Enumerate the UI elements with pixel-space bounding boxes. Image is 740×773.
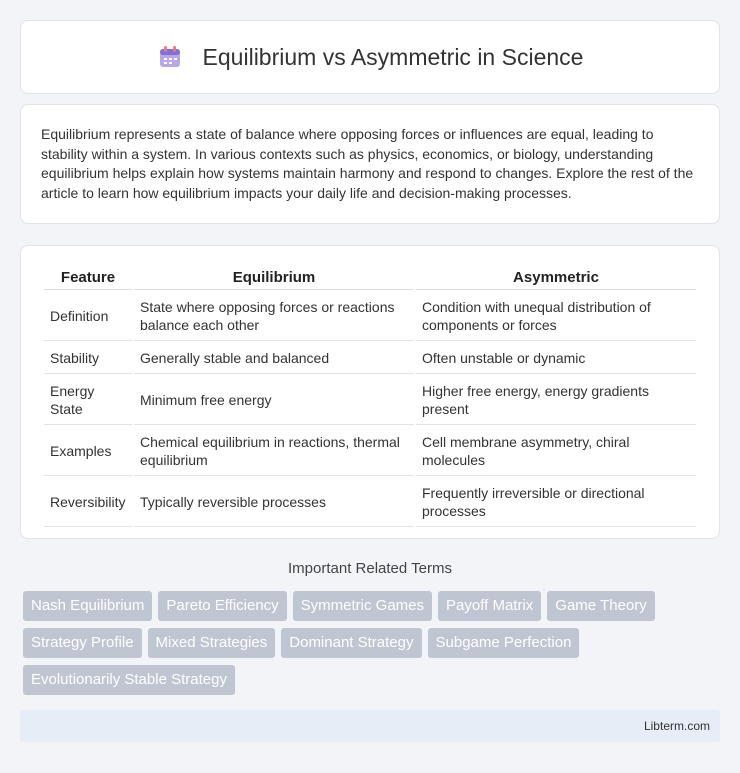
table-cell-feature: Examples [44, 427, 132, 476]
table-row [44, 376, 696, 425]
table-cell-equilibrium: Generally stable and balanced [134, 343, 414, 374]
related-term-tag[interactable]: Nash Equilibrium [23, 591, 152, 621]
table-cell-asymmetric: Higher free energy, energy gradients present [416, 376, 696, 425]
table-row [44, 427, 696, 476]
table-cell-equilibrium: Chemical equilibrium in reactions, thermal equilibrium [134, 427, 414, 476]
intro-text: Equilibrium represents a state of balance where opposing forces or influences are equal, leading to stability within a system. In various contexts such as physics, economics, or biology, understanding equilibrium helps explain how systems maintain harmony and respond to changes. Explore the rest of the article to learn how equilibrium impacts your daily life and decision-making processes. [41, 126, 694, 201]
footer-site-link[interactable]: Libterm.com [643, 719, 710, 733]
table-cell-feature: Energy State [44, 376, 132, 425]
column-header-asymmetric: Asymmetric [416, 266, 696, 290]
table-cell-feature: Stability [44, 343, 132, 374]
comparison-table-card [20, 245, 720, 539]
calendar-icon [157, 44, 183, 70]
header-card [20, 20, 720, 94]
table-header-row [44, 266, 696, 290]
related-term-tag[interactable]: Pareto Efficiency [158, 591, 286, 621]
table-cell-asymmetric: Condition with unequal distribution of components or forces [416, 292, 696, 341]
table-cell-asymmetric: Frequently irreversible or directional processes [416, 478, 696, 527]
table-cell-asymmetric: Cell membrane asymmetry, chiral molecules [416, 427, 696, 476]
related-term-tag[interactable]: Subgame Perfection [428, 628, 580, 658]
related-terms-list [23, 591, 723, 702]
table-cell-feature: Definition [44, 292, 132, 341]
related-term-tag[interactable]: Mixed Strategies [148, 628, 276, 658]
table-row [44, 478, 696, 527]
table-row [44, 343, 696, 374]
related-term-tag[interactable]: Evolutionarily Stable Strategy [23, 665, 235, 695]
related-term-tag[interactable]: Payoff Matrix [438, 591, 541, 621]
table-cell-equilibrium: Minimum free energy [134, 376, 414, 425]
table-cell-equilibrium: State where opposing forces or reactions balance each other [134, 292, 414, 341]
related-term-tag[interactable]: Game Theory [547, 591, 654, 621]
table-cell-equilibrium: Typically reversible processes [134, 478, 414, 527]
related-term-tag[interactable]: Symmetric Games [293, 591, 432, 621]
intro-card [20, 104, 720, 224]
column-header-equilibrium: Equilibrium [134, 266, 414, 290]
table-row [44, 292, 696, 341]
related-term-tag[interactable]: Strategy Profile [23, 628, 142, 658]
page-title: Equilibrium vs Asymmetric in Science [202, 43, 584, 70]
comparison-table [42, 264, 698, 529]
related-terms-title: Important Related Terms [288, 560, 452, 577]
column-header-feature: Feature [44, 266, 132, 290]
footer [20, 710, 720, 742]
table-cell-feature: Reversibility [44, 478, 132, 527]
related-term-tag[interactable]: Dominant Strategy [281, 628, 421, 658]
table-cell-asymmetric: Often unstable or dynamic [416, 343, 696, 374]
